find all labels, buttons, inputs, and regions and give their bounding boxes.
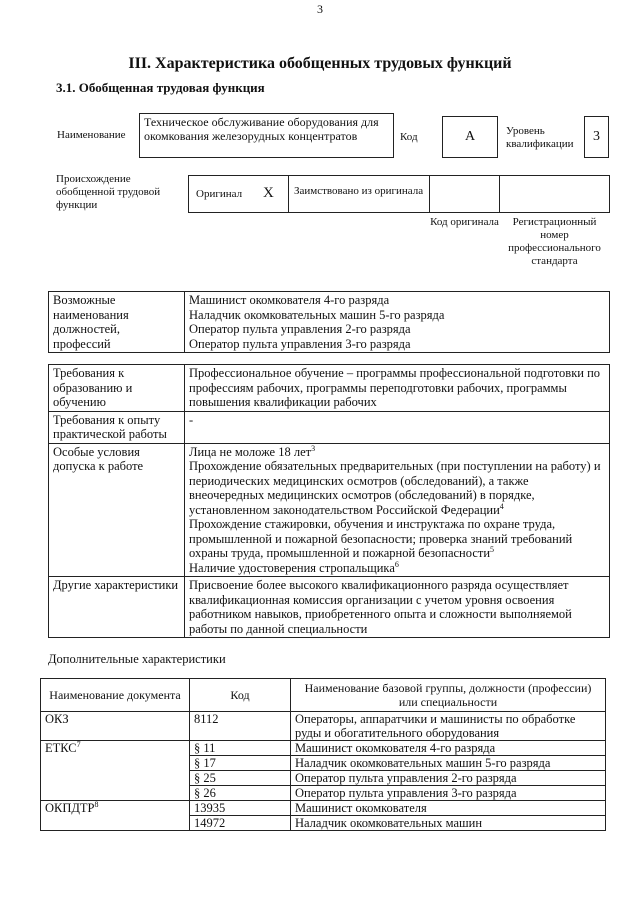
additional-title: Дополнительные характеристики — [48, 652, 226, 666]
okz-doc: ОКЗ — [41, 712, 190, 741]
table-row — [41, 801, 606, 816]
okpdtr-name: Машинист окомкователя — [291, 801, 606, 816]
special-item: Наличие удостоверения стропальщика$^6$ — [189, 559, 399, 575]
positions-table — [48, 291, 610, 353]
etks-name: Оператор пульта управления 3-го разряда — [291, 786, 606, 801]
footnote-ref: 8 — [94, 799, 99, 809]
header-name: Наименование базовой группы, должности (профессии) или специальности — [291, 679, 606, 712]
section-title: III. Характеристика обобщенных трудовых функций — [128, 55, 512, 72]
table-row — [41, 741, 606, 756]
etks-code: § 26 — [190, 786, 291, 801]
footnote-ref: 4 — [499, 501, 504, 511]
special-label: Особые условия допуска к работе — [49, 443, 185, 577]
experience-label: Требования к опыту практической работы — [49, 411, 185, 443]
position-item: Оператор пульта управления 2-го разряда — [189, 322, 411, 336]
position-item: Машинист окомкователя 4-го разряда — [189, 293, 390, 307]
etks-name: Машинист окомкователя 4-го разряда — [291, 741, 606, 756]
okpdtr-code: 14972 — [190, 816, 291, 831]
etks-name: Наладчик окомковательных машин 5-го разряда — [291, 756, 606, 771]
etks-doc: ЕТКС$^7$ — [41, 741, 190, 801]
special-item: Прохождение стажировки, обучения и инструктажа по охране труда, промышленной и пожарной безопасности; проверка знаний требований охраны труда, промышленной и пожарной безопасности$^5$ — [189, 517, 573, 560]
footnote-ref: 3 — [311, 443, 316, 453]
other-label: Другие характеристики — [49, 577, 185, 638]
name-label: Наименование — [57, 129, 126, 141]
etks-code: § 11 — [190, 741, 291, 756]
requirements-table — [48, 364, 610, 638]
position-item: Наладчик окомковательных машин 5-го разряда — [189, 307, 445, 322]
special-item: Прохождение обязательных предварительных (при поступлении на работу) и периодических медицинских осмотров (обследований), а также внеочередных медицинских осмотров (обследований) в порядке, установленном законодательством Российской Федерации$^4$ — [189, 459, 601, 517]
footnote-ref: 5 — [490, 544, 495, 554]
footnote-ref: 7 — [76, 739, 81, 749]
code-box — [442, 116, 498, 158]
subsection-title: 3.1. Обобщенная трудовая функция — [56, 80, 265, 95]
okpdtr-code: 13935 — [190, 801, 291, 816]
origin-label: Происхождение обобщенной трудовой функции — [56, 173, 161, 211]
okz-code: 8112 — [190, 712, 291, 741]
code-label: Код — [400, 131, 418, 143]
level-label: Уровень квалификации — [506, 125, 574, 150]
origin-code-caption: Код оригинала — [430, 216, 499, 228]
header-code: Код — [190, 679, 291, 712]
experience-value: - — [185, 411, 610, 443]
code-value: A — [464, 129, 476, 144]
origin-original-cell — [188, 175, 289, 213]
okpdtr-doc: ОКПДТР$^8$ — [41, 801, 190, 831]
etks-code: § 17 — [190, 756, 291, 771]
function-name-value: Техническое обслуживание оборудования для окомкования железорудных концентратов — [144, 115, 379, 143]
etks-name: Оператор пульта управления 2-го разряда — [291, 771, 606, 786]
level-box — [584, 116, 609, 158]
position-item: Оператор пульта управления 3-го разряда — [189, 336, 411, 351]
level-value: 3 — [593, 129, 600, 144]
page-number: 3 — [317, 2, 323, 16]
okz-name: Операторы, аппаратчики и машинисты по обработке руды и обогатительного оборудования — [291, 712, 606, 741]
origin-code-cell — [429, 175, 500, 213]
education-label: Требования к образованию и обучению — [49, 365, 185, 412]
okpdtr-name: Наладчик окомковательных машин — [291, 816, 606, 831]
header-doc: Наименование документа — [41, 679, 190, 712]
other-value: Присвоение более высокого квалификационного разряда осуществляет квалификационная комиссия организации с учетом уровня освоения работником навыков, приобретенного опыта и сложности выполняемой работы по данной специальности — [185, 577, 610, 638]
borrowed-label: Заимствовано из оригинала — [294, 185, 424, 197]
positions-label: Возможные наименования должностей, профессий — [49, 292, 185, 353]
table-row — [41, 712, 606, 741]
special-conditions — [185, 443, 610, 577]
additional-table — [40, 678, 606, 831]
origin-borrowed-cell — [288, 175, 430, 213]
education-value: Профессиональное обучение – программы профессиональной подготовки по профессиям рабочих, программы переподготовки рабочих, программы повышения квалификации рабочих — [185, 365, 610, 412]
function-name-box — [139, 113, 394, 158]
footnote-ref: 6 — [394, 559, 399, 569]
origin-reg-caption: Регистрационный номер профессионального стандарта — [508, 216, 601, 267]
origin-reg-cell — [499, 175, 610, 213]
etks-code: § 25 — [190, 771, 291, 786]
original-mark: X — [263, 185, 274, 201]
positions-list — [185, 292, 610, 353]
original-label: Оригинал — [196, 188, 243, 200]
special-item: Лица не моложе 18 лет$^3$ — [189, 443, 316, 459]
